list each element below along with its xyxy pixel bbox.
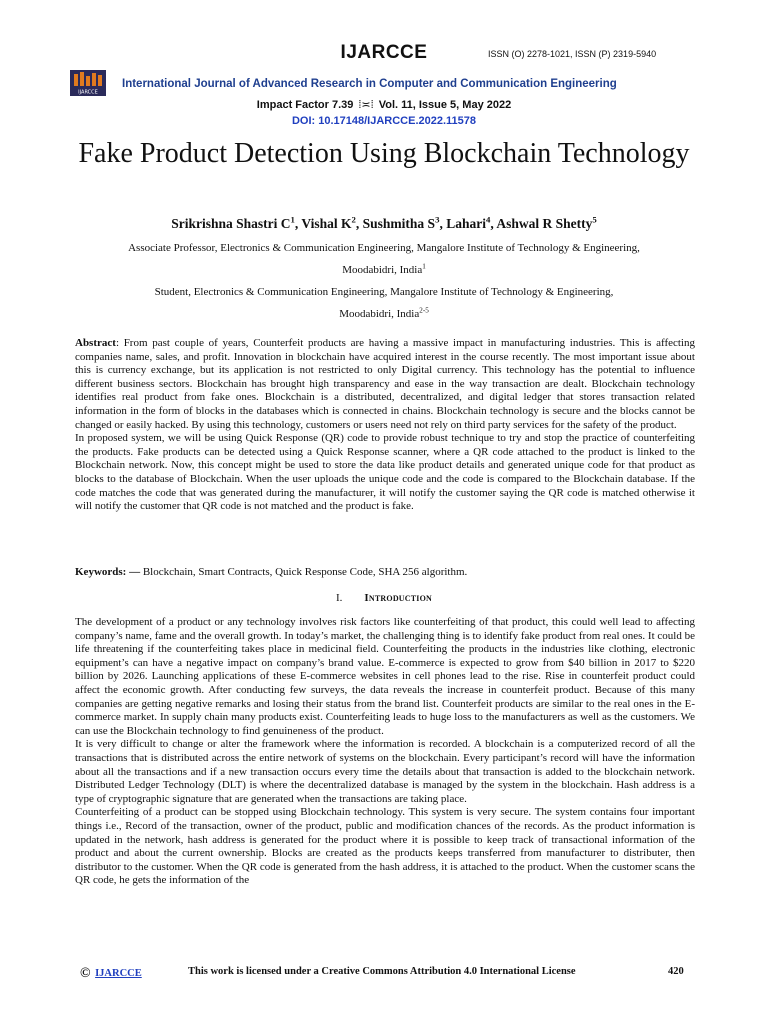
section-number: I. [336, 592, 343, 604]
page-number: 420 [668, 966, 684, 977]
separator-glyph: ⁞≍⁞ [358, 99, 374, 111]
journal-logo [70, 70, 106, 96]
author-name: Ashwal R Shetty [496, 216, 593, 231]
affiliation-2-place: Moodabidri, India [339, 308, 420, 320]
affiliation-1-sup: 1 [422, 262, 426, 271]
footer-journal-link[interactable]: IJARCCE [95, 968, 142, 979]
author-affiliation-sup: 2 [351, 214, 356, 225]
affiliation-2-text: Student, Electronics & Communication Engineering, Mangalore Institute of Technology & Engineering, [154, 286, 614, 298]
intro-paragraph-3: Counterfeiting of a product can be stopped using Blockchain technology. This system is very secure. The system contains four important things i.e., Record of the transaction, owner of the product, public and modification chances of the records. As the product information is updated in the network, hash address is generated for the product where it is possible to keep track of transactional information of the product and about the current ownership. Blocks are created as the products keeps transferred from manufacturer to distributer, then distributor to the customer. When the QR code is generated from the hash address, it is attached to the product. When the customer scans the QR code, he gets the information of the [75, 806, 695, 887]
affiliation-1 [40, 237, 728, 281]
section-title: Introduction [364, 592, 432, 604]
affiliation-2 [40, 281, 728, 325]
footer-license-text: This work is licensed under a Creative Commons Attribution 4.0 International License [188, 966, 576, 977]
impact-factor: Impact Factor 7.39 [256, 99, 354, 111]
footer-copyright [80, 966, 142, 982]
svg-text:IJARCCE: IJARCCE [78, 89, 98, 96]
intro-paragraph-1: The development of a product or any technology involves risk factors like counterfeiting of that product, this could well lead to affecting company’s name, fame and the overall growth. In today’s market, the challenging thing is to identify fake product from real ones. It could be life threatening if the counterfeiting takes place in medicinal field. Counterfeiting the products in the industries like clothing, electronic equipment’s can have a negative impact on company’s brand value. E-commerce is expected to grow from $40 billion in 2017 to $220 billion by 2026. Launching applications of these E-commerce websites in cell phones lead to the rise. Rise in counterfeit product could affect the economic growth. After conducting few surveys, the data reveals the increase in counterfeit product. Because of this many companies are getting negative remarks and losing their status from the brand list. Counterfeit products are similar to the real ones in the E-commerce market. In supply chain many products exist. Counterfeiting leads to huge loss to the manufacturers as well as the customers. We can use the Blockchain technology to find genuineness of the product. [75, 616, 695, 737]
affiliation-1-place: Moodabidri, India [342, 264, 423, 276]
keywords-text: Blockchain, Smart Contracts, Quick Response Code, SHA 256 algorithm. [140, 566, 468, 578]
volume-issue: Vol. 11, Issue 5, May 2022 [378, 99, 512, 111]
abstract-block [75, 337, 695, 514]
author-name: Sushmitha S [362, 216, 436, 231]
author-affiliation-sup: 1 [290, 214, 295, 225]
copyright-icon: © [80, 966, 91, 981]
abstract-label: Abstract [75, 337, 116, 349]
keywords-line [75, 566, 695, 580]
author-name: Srikrishna Shastri C [171, 216, 291, 231]
author-list: Srikrishna Shastri $C^1$, Vishal $K^2$, Sushmitha $S^3$, Lahari$^4$, Ashwal R Shetty$^5$ [171, 214, 597, 231]
intro-paragraph-2: It is very difficult to change or alter the framework where the information is recorded. A blockchain is a computerized record of all the transactions that is distributed across the entire network of systems on the blockchain. Every participant’s record will have the information about all the transactions and if a new transaction occurs every time the details about that transaction is added to the blockchain network. Distributed Ledger Technology (DLT) is where the decentralized database is managed by the system in the blockchain. Hash address is a type of cryptographic signature that are generated when the transactions are taking place. [75, 738, 695, 805]
doi-link[interactable]: DOI: 10.17148/IJARCCE.2022.11578 [291, 115, 477, 127]
impact-volume-line [0, 98, 768, 111]
author-affiliation-sup: 4 [485, 214, 491, 225]
journal-full-name: International Journal of Advanced Research in Computer and Communication Engineering [122, 78, 617, 90]
introduction-body [75, 616, 695, 888]
affiliation-2-sup: 2-5 [419, 306, 429, 315]
author-name: Lahari [446, 216, 486, 231]
author-affiliation-sup: 5 [592, 214, 597, 225]
journal-short-name: IJARCCE [340, 42, 428, 63]
issn-line: ISSN (O) 2278-1021, ISSN (P) 2319-5940 [488, 49, 657, 59]
abstract-paragraph-2: In proposed system, we will be using Quick Response (QR) code to provide robust technique to try and stop the practice of counterfeiting the products. Fake products can be detected using a Quick Response scanner, where a QR code attached to the product is linked to the Blockchain network. Now, this concept might be used to store the data like product details and generated unique code for that product as blocks to the database of Blockchain. When the user uploads the unique code and the code is compared to the Blockchain database. If the code matches the code that was generated during the manufacturer, it will notify the customer saying the QR code is matched otherwise it will notify the customer that QR code is not matched and the product is fake. [75, 432, 695, 513]
author-name: Vishal K [301, 216, 352, 231]
paper-title: Fake Product Detection Using Blockchain Technology [78, 138, 690, 169]
author-affiliation-sup: 3 [435, 214, 440, 225]
abstract-text-1: : From past couple of years, Counterfeit products are having a massive impact in manufacturing industries. This is affecting companies name, sales, and profit. Innovation in blockchain have acquired interest in the course recently. The most important issue about this is currency exchange, but its application is not restricted to only Digital currency. This technology has the potential to influence different business sectors. Blockchain has brought high transparency and ease in the way transaction are dealt. Blockchain technology identifies real product from fake ones. Blockchain is a distributed, decentralized, and digital ledger that stores transaction related information in the form of blocks in the databases which is connected in chains. Blockchain technology is secure and the blocks cannot be changed or easily hacked. By using this technology, customers or users need not rely on third party services for the safety of the product. [75, 337, 695, 431]
section-heading [0, 592, 768, 604]
abstract-paragraph-1 [75, 337, 695, 432]
affiliation-1-text: Associate Professor, Electronics & Communication Engineering, Mangalore Institute of Technology & Engineering, [128, 242, 640, 254]
keywords-label: Keywords: — [75, 566, 141, 578]
page-footer [0, 966, 768, 982]
